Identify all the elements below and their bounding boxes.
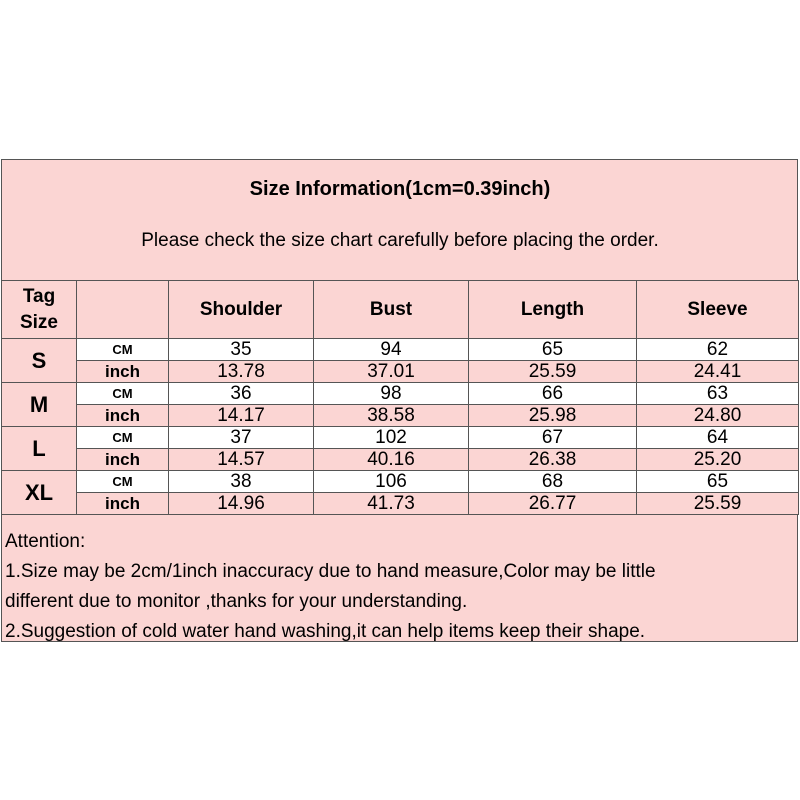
- unit-cm-label: CM: [77, 471, 169, 493]
- table-row: [2, 449, 799, 471]
- table-cell: 66: [469, 383, 637, 405]
- tag-header-line1: Tag: [22, 285, 56, 307]
- unit-header: [77, 281, 169, 339]
- unit-inch-label: inch: [77, 361, 169, 383]
- table-cell: 25.59: [637, 493, 799, 515]
- table-cell: 63: [637, 383, 799, 405]
- size-label: L: [2, 427, 77, 471]
- table-cell: 26.38: [469, 449, 637, 471]
- unit-cm-label: CM: [77, 427, 169, 449]
- size-label: S: [2, 339, 77, 383]
- table-cell: 26.77: [469, 493, 637, 515]
- unit-cm-label: CM: [77, 339, 169, 361]
- col-header-length: Length: [469, 281, 637, 339]
- table-cell: 24.41: [637, 361, 799, 383]
- table-cell: 68: [469, 471, 637, 493]
- table-cell: 13.78: [169, 361, 314, 383]
- table-cell: 38: [169, 471, 314, 493]
- table-row: [2, 405, 799, 427]
- unit-inch-label: inch: [77, 405, 169, 427]
- table-cell: 36: [169, 383, 314, 405]
- table-cell: 62: [637, 339, 799, 361]
- size-label: XL: [2, 471, 77, 515]
- note-line: 2.Suggestion of cold water hand washing,it can help items keep their shape.: [5, 621, 646, 642]
- table-row: [2, 427, 799, 449]
- table-cell: 64: [637, 427, 799, 449]
- table-cell: 67: [469, 427, 637, 449]
- col-header-sleeve: Sleeve: [637, 281, 799, 339]
- chart-subtitle: Please check the size chart carefully before placing the order.: [141, 230, 659, 251]
- note-line: different due to monitor ,thanks for your understanding.: [5, 591, 468, 612]
- table-cell: 40.16: [314, 449, 469, 471]
- col-header-bust: Bust: [314, 281, 469, 339]
- unit-inch-label: inch: [77, 493, 169, 515]
- table-header-row: [2, 281, 799, 339]
- table-cell: 41.73: [314, 493, 469, 515]
- attention-notes: [5, 527, 795, 647]
- table-row: [2, 493, 799, 515]
- chart-title: Size Information(1cm=0.39inch): [249, 178, 551, 200]
- table-cell: 25.20: [637, 449, 799, 471]
- table-cell: 14.57: [169, 449, 314, 471]
- unit-cm-label: CM: [77, 383, 169, 405]
- table-cell: 102: [314, 427, 469, 449]
- table-cell: 25.59: [469, 361, 637, 383]
- size-label: M: [2, 383, 77, 427]
- table-cell: 35: [169, 339, 314, 361]
- table-row: [2, 383, 799, 405]
- table-cell: 65: [469, 339, 637, 361]
- tag-size-header: [2, 281, 77, 339]
- table-cell: 14.17: [169, 405, 314, 427]
- table-row: [2, 471, 799, 493]
- table-cell: 106: [314, 471, 469, 493]
- table-cell: 14.96: [169, 493, 314, 515]
- table-cell: 37: [169, 427, 314, 449]
- table-cell: 98: [314, 383, 469, 405]
- table-row: [2, 339, 799, 361]
- table-cell: 37.01: [314, 361, 469, 383]
- table-cell: 94: [314, 339, 469, 361]
- notes-heading: Attention:: [5, 531, 86, 552]
- table-cell: 38.58: [314, 405, 469, 427]
- tag-header-line2: Size: [19, 311, 59, 333]
- note-line: 1.Size may be 2cm/1inch inaccuracy due to hand measure,Color may be little: [5, 561, 656, 582]
- table-cell: 65: [637, 471, 799, 493]
- table-cell: 24.80: [637, 405, 799, 427]
- col-header-shoulder: Shoulder: [169, 281, 314, 339]
- size-table: [1, 280, 799, 515]
- table-cell: 25.98: [469, 405, 637, 427]
- table-row: [2, 361, 799, 383]
- unit-inch-label: inch: [77, 449, 169, 471]
